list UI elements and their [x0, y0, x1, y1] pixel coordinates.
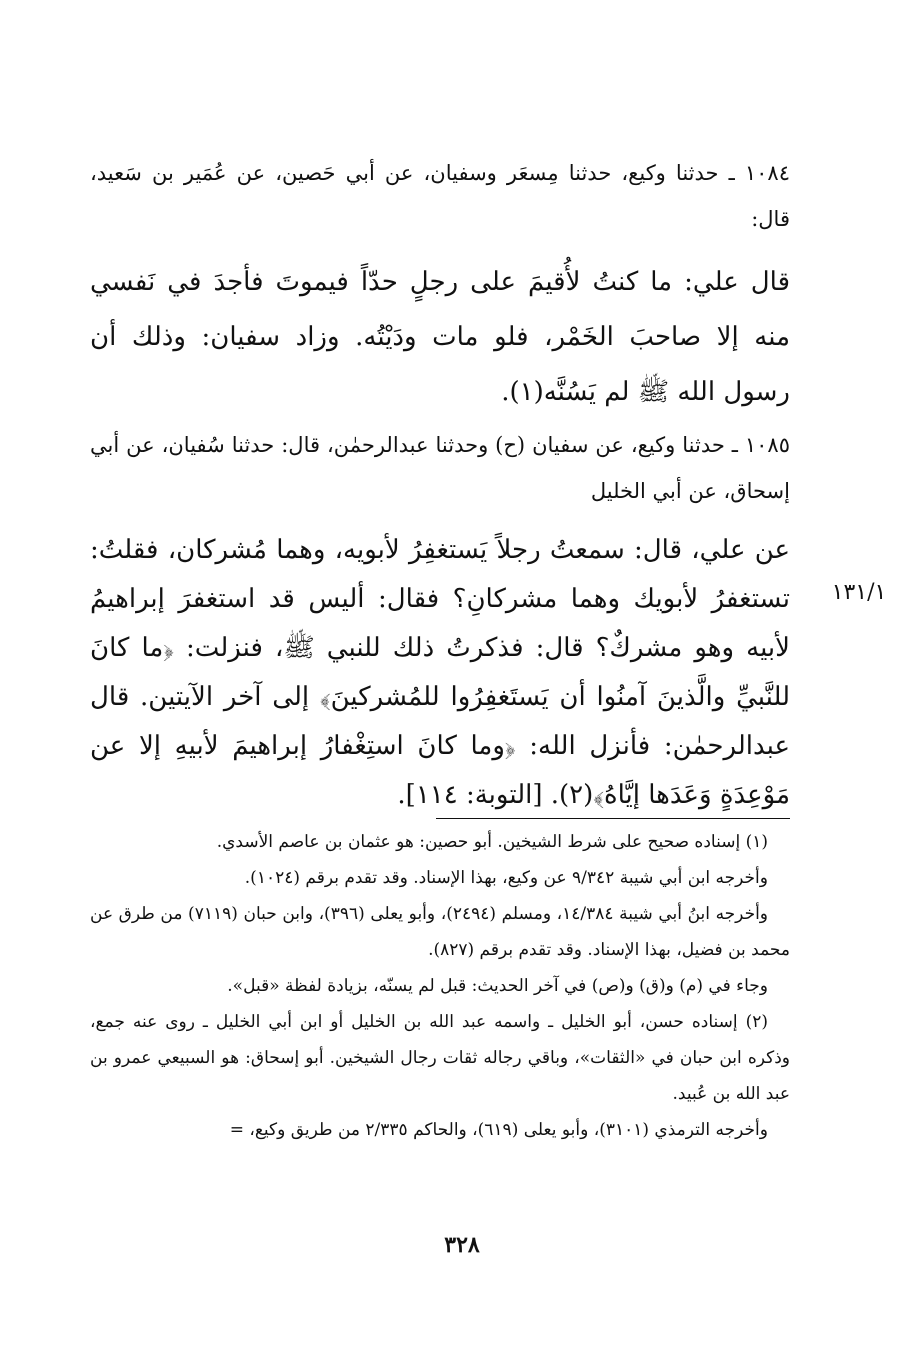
footnote-1-source-b: وأخرجه ابنُ أبي شيبة ١٤/٣٨٤، ومسلم (٢٤٩٤)، وأبو يعلى (٣٩٦)، وابن حبان (٧١١٩) من طرق عن محمد بن فضيل، بهذا الإسناد. وقد تقدم برقم (٨٢٧).: [90, 904, 790, 960]
margin-volume-page-reference: ١٣١/١: [831, 580, 887, 605]
hadith-1085-isnad: ١٠٨٥ ـ حدثنا وكيع، عن سفيان (ح) وحدثنا عبدالرحمٰن، قال: حدثنا سُفيان، عن أبي إسحاق، عن أبي الخليل: [90, 433, 790, 503]
hadith-1084-text: قال علي: ما كنتُ لأُقيمَ على رجلٍ حدّاً فيموتَ فأجدَ في نَفسي منه إلا صاحبَ الخَمْر، فلو مات ودَيْتُه. وزاد سفيان: وذلك أن رسول الله ﷺ لم يَسُنَّه(١).: [90, 267, 790, 407]
hadith-1084-isnad: ١٠٨٤ ـ حدثنا وكيع، حدثنا مِسعَر وسفيان، عن أبي حَصين، عن عُمَير بن سَعيد، قال:: [90, 161, 790, 231]
footnote-1-variant-note: وجاء في (م) و(ق) و(ص) في آخر الحديث: قبل لم يسنّه، بزيادة لفظة «قبل».: [227, 976, 768, 996]
page-number: ٣٢٨: [444, 1232, 480, 1258]
footnote-1-source-a: وأخرجه ابن أبي شيبة ٩/٣٤٢ عن وكيع، بهذا الإسناد. وقد تقدم برقم (١٠٢٤).: [244, 868, 768, 888]
footnote-2-source: وأخرجه الترمذي (٣١٠١)، وأبو يعلى (٦١٩)، والحاكم ٢/٣٣٥ من طريق وكيع، =: [229, 1120, 768, 1140]
footnote-2: (٢) إسناده حسن، أبو الخليل ـ واسمه عبد الله بن الخليل أو ابن أبي الخليل ـ روى عنه جمع، وذكره ابن حبان في «الثقات»، وباقي رجاله ثقات رجال الشيخين. أبو إسحاق: هو السبيعي عمرو بن عبد الله بن عُبيد.: [90, 1012, 790, 1104]
footnote-1: (١) إسناده صحيح على شرط الشيخين. أبو حصين: هو عثمان بن عاصم الأسدي.: [216, 832, 768, 852]
hadith-1085-text: عن علي، قال: سمعتُ رجلاً يَستغفِرُ لأبويه، وهما مُشركان، فقلتُ: تستغفرُ لأبويك وهما مشركانِ؟ فقال: أليس قد استغفرَ إبراهيمُ لأبيه وهو مشركٌ؟ قال: فذكرتُ ذلك للنبي ﷺ، فنزلت: ﴿ما كانَ للنَّبيِّ والَّذينَ آمنُوا أن يَستَغفِرُوا للمُشركينَ﴾ إلى آخر الآيتين. قال عبدالرحمٰن: فأنزل الله: ﴿وما كانَ استِغْفارُ إبراهيمَ لأبيهِ إلا عن مَوْعِدَةٍ وَعَدَها إيَّاهُ﴾(٢). [التوبة: ١١٤].: [90, 535, 791, 810]
footnotes: [90, 824, 790, 1148]
footnote-separator: [436, 818, 790, 819]
